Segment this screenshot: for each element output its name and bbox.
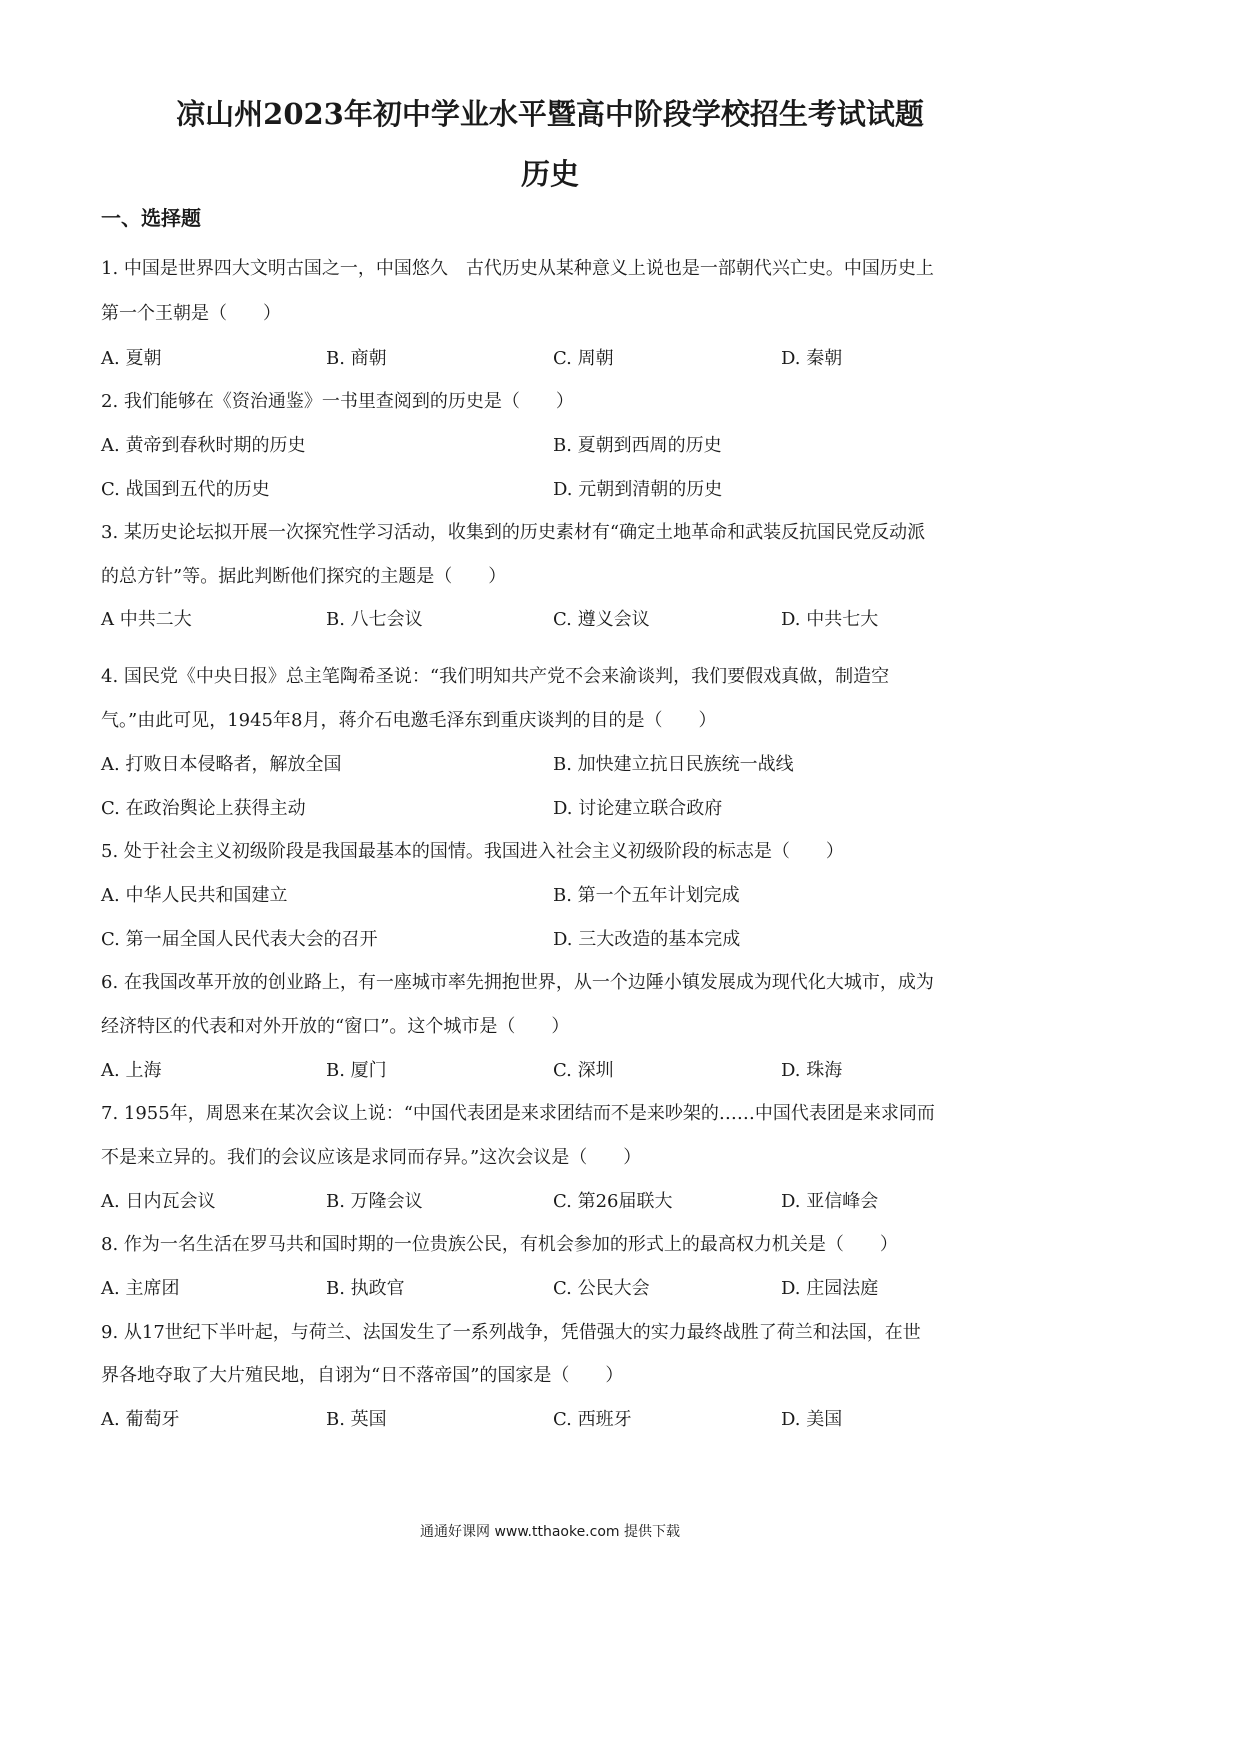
question-text-line: 1. 中国是世界四大文明古国之一，中国悠久 古代历史从某种意义上说也是一部朝代兴亡史。中国历史上 — [101, 258, 934, 279]
option-a: A. 打败日本侵略者，解放全国 — [101, 754, 342, 775]
option-c: C. 深圳 — [553, 1060, 614, 1081]
option-c: C. 第一届全国人民代表大会的召开 — [101, 929, 378, 950]
option-c: C. 第26届联大 — [553, 1191, 673, 1212]
option-d: D. 庄园法庭 — [781, 1278, 879, 1299]
option-b: B. 英国 — [326, 1409, 387, 1430]
option-b: B. 厦门 — [326, 1060, 387, 1081]
option-d: D. 讨论建立联合政府 — [553, 798, 723, 819]
question-text-line: 4. 国民党《中央日报》总主笔陶希圣说：“我们明知共产党不会来渝谈判，我们要假戏真做，制造空 — [101, 666, 890, 687]
option-a: A. 主席团 — [101, 1278, 180, 1299]
option-a: A. 夏朝 — [101, 348, 162, 369]
question-text-line: 经济特区的代表和对外开放的“窗口”。这个城市是（ ） — [101, 1016, 570, 1037]
option-c: C. 周朝 — [553, 348, 614, 369]
option-d: D. 元朝到清朝的历史 — [553, 479, 723, 500]
option-b: B. 第一个五年计划完成 — [553, 885, 740, 906]
option-c: C. 在政治舆论上获得主动 — [101, 798, 306, 819]
option-a: A. 中华人民共和国建立 — [101, 885, 288, 906]
option-c: C. 西班牙 — [553, 1409, 632, 1430]
question-text-line: 3. 某历史论坛拟开展一次探究性学习活动，收集到的历史素材有“确定土地革命和武装反抗国民党反动派 — [101, 522, 926, 543]
option-b: B. 万隆会议 — [326, 1191, 423, 1212]
option-d: D. 美国 — [781, 1409, 843, 1430]
option-d: D. 中共七大 — [781, 609, 879, 630]
exam-subject: 历史 — [520, 157, 579, 191]
option-d: D. 秦朝 — [781, 348, 843, 369]
question-text-line: 7. 1955年，周恩来在某次会议上说：“中国代表团是来求团结而不是来吵架的……中国代表团是来求同而 — [101, 1103, 935, 1124]
question-text-line: 的总方针”等。据此判断他们探究的主题是（ ） — [101, 566, 507, 587]
question-text-line: 第一个王朝是（ ） — [101, 303, 281, 324]
option-b: B. 夏朝到西周的历史 — [553, 435, 722, 456]
question-text-line: 不是来立异的。我们的会议应该是求同而存异。”这次会议是（ ） — [101, 1147, 642, 1168]
question-text-line: 9. 从17世纪下半叶起，与荷兰、法国发生了一系列战争，凭借强大的实力最终战胜了荷兰和法国，在世 — [101, 1322, 921, 1343]
page-footer: 通通好课网 www.tthaoke.com 提供下载 — [420, 1524, 680, 1540]
option-a: A. 葡萄牙 — [101, 1409, 180, 1430]
option-b: B. 执政官 — [326, 1278, 405, 1299]
option-d: D. 亚信峰会 — [781, 1191, 879, 1212]
option-a: A. 黄帝到春秋时期的历史 — [101, 435, 306, 456]
question-text-line: 8. 作为一名生活在罗马共和国时期的一位贵族公民，有机会参加的形式上的最高权力机关是（ ） — [101, 1234, 898, 1255]
option-a: A. 日内瓦会议 — [101, 1191, 216, 1212]
question-text-line: 界各地夺取了大片殖民地，自诩为“日不落帝国”的国家是（ ） — [101, 1365, 624, 1386]
question-text-line: 2. 我们能够在《资治通鉴》一书里查阅到的历史是（ ） — [101, 391, 574, 412]
option-b: B. 加快建立抗日民族统一战线 — [553, 754, 794, 775]
option-d: D. 珠海 — [781, 1060, 843, 1081]
question-text-line: 气。”由此可见，1945年8月，蒋介石电邀毛泽东到重庆谈判的目的是（ ） — [101, 710, 717, 731]
option-b: B. 八七会议 — [326, 609, 423, 630]
option-a: A 中共二大 — [101, 609, 192, 630]
section-title: 一、选择题 — [101, 206, 201, 230]
option-d: D. 三大改造的基本完成 — [553, 929, 741, 950]
option-c: C. 战国到五代的历史 — [101, 479, 270, 500]
option-c: C. 遵义会议 — [553, 609, 650, 630]
exam-title: 凉山州2023年初中学业水平暨高中阶段学校招生考试试题 — [176, 97, 924, 131]
option-a: A. 上海 — [101, 1060, 162, 1081]
option-c: C. 公民大会 — [553, 1278, 650, 1299]
question-text-line: 6. 在我国改革开放的创业路上，有一座城市率先拥抱世界，从一个边陲小镇发展成为现代化大城市，成为 — [101, 972, 934, 993]
question-text-line: 5. 处于社会主义初级阶段是我国最基本的国情。我国进入社会主义初级阶段的标志是（ ） — [101, 841, 844, 862]
option-b: B. 商朝 — [326, 348, 387, 369]
